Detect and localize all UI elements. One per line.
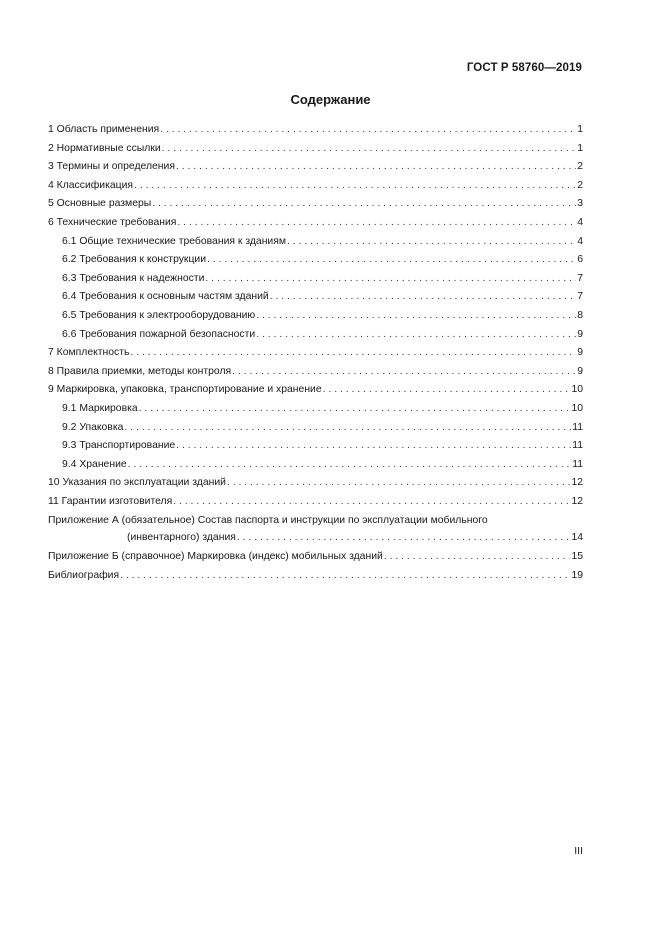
toc-entry-page: 10 — [571, 384, 583, 396]
table-of-contents — [48, 121, 583, 586]
dot-leader — [227, 474, 570, 493]
toc-entry-page: 11 — [572, 421, 583, 433]
dot-leader — [287, 233, 576, 252]
toc-subentry[interactable] — [48, 437, 583, 456]
appendix-a-title-line1: Приложение А (обязательное) Состав паспорта и инструкции по эксплуатации мобильного — [48, 515, 488, 527]
dot-leader — [162, 140, 577, 159]
toc-subentry[interactable] — [48, 326, 583, 345]
dot-leader — [205, 270, 576, 289]
dot-leader — [152, 195, 576, 214]
toc-entry-label: Библиография — [48, 570, 120, 582]
toc-entry-page: 1 — [577, 142, 583, 154]
toc-entry-bibliography[interactable] — [48, 567, 583, 586]
dot-leader — [323, 381, 571, 400]
toc-subentry[interactable] — [48, 251, 583, 270]
toc-entry[interactable] — [48, 121, 583, 140]
toc-entry-label: 6.3 Требования к надежности — [62, 272, 205, 284]
toc-entry-label: 1 Область применения — [48, 124, 160, 135]
dot-leader — [130, 344, 576, 363]
toc-entry[interactable] — [48, 195, 583, 214]
toc-entry-page: 14 — [571, 532, 583, 544]
toc-entry-page: 7 — [577, 272, 583, 284]
toc-subentry[interactable] — [48, 307, 583, 326]
toc-entry-label: 4 Классификация — [48, 179, 134, 191]
toc-entry[interactable] — [48, 158, 583, 177]
dot-leader — [176, 437, 571, 456]
toc-entry-page: 4 — [577, 216, 583, 228]
toc-entry-page: 8 — [577, 309, 583, 321]
dot-leader — [270, 288, 577, 307]
dot-leader — [134, 177, 576, 196]
toc-entry-label: 11 Гарантии изготовителя — [48, 495, 173, 507]
dot-leader — [139, 400, 571, 419]
page-number: III — [574, 845, 583, 857]
dot-leader — [124, 419, 571, 438]
toc-entry-label: 9.1 Маркировка — [62, 402, 138, 414]
toc-entry-page: 15 — [571, 551, 583, 563]
toc-subentry[interactable] — [48, 456, 583, 475]
dot-leader — [160, 121, 576, 140]
toc-subentry[interactable] — [48, 288, 583, 307]
toc-entry[interactable] — [48, 493, 583, 512]
toc-entry-label: 9.2 Упаковка — [62, 421, 124, 433]
toc-entry-page: 11 — [572, 440, 583, 452]
toc-entry-label: Приложение Б (справочное) Маркировка (индекс) мобильных зданий — [48, 551, 383, 563]
toc-entry-label: 10 Указания по эксплуатации зданий — [48, 477, 226, 489]
toc-entry-label: 6 Технические требования — [48, 216, 177, 228]
toc-entry-page: 12 — [571, 495, 583, 507]
toc-entry-page: 6 — [577, 254, 583, 266]
document-code: ГОСТ Р 58760—2019 — [466, 62, 582, 74]
toc-entry-label: 9 Маркировка, упаковка, транспортирование и хранение — [48, 384, 322, 396]
toc-entry-page: 9 — [577, 365, 583, 377]
toc-entry-page: 3 — [577, 198, 583, 210]
toc-subentry[interactable] — [48, 419, 583, 438]
dot-leader — [256, 307, 576, 326]
toc-entry[interactable] — [48, 474, 583, 493]
dot-leader — [120, 567, 570, 586]
toc-entry-page: 11 — [572, 458, 583, 470]
toc-subentry[interactable] — [48, 233, 583, 252]
toc-entry[interactable] — [48, 177, 583, 196]
dot-leader — [176, 158, 576, 177]
toc-entry-label: 6.1 Общие технические требования к зданиям — [62, 235, 287, 247]
toc-entry-label: 7 Комплектность — [48, 347, 130, 359]
toc-entry-page: 2 — [577, 179, 583, 191]
toc-entry-label: 6.4 Требования к основным частям зданий — [62, 291, 269, 303]
toc-entry-label: 5 Основные размеры — [48, 198, 152, 210]
toc-entry-page: 4 — [577, 235, 583, 247]
toc-entry-label: 8 Правила приемки, методы контроля — [48, 365, 232, 377]
dot-leader — [237, 529, 571, 546]
toc-entry-label: 9.3 Транспортирование — [62, 440, 176, 452]
toc-entry-page: 1 — [577, 124, 583, 135]
dot-leader — [207, 251, 576, 270]
toc-entry-label: 3 Термины и определения — [48, 161, 175, 173]
toc-entry[interactable] — [48, 344, 583, 363]
toc-subentry[interactable] — [48, 400, 583, 419]
toc-entry-label: 9.4 Хранение — [62, 458, 127, 470]
toc-entry-label: 6.5 Требования к электрооборудованию — [62, 309, 256, 321]
toc-entry[interactable] — [48, 381, 583, 400]
toc-entry-label: 6.2 Требования к конструкции — [62, 254, 207, 266]
toc-entry-appendix-b[interactable] — [48, 548, 583, 567]
toc-entry-appendix-a[interactable] — [48, 512, 583, 546]
dot-leader — [177, 214, 576, 233]
dot-leader — [173, 493, 570, 512]
toc-entry-page: 19 — [571, 570, 583, 582]
dot-leader — [256, 326, 576, 345]
dot-leader — [128, 456, 572, 475]
appendix-a-title-line2: (инвентарного) здания — [127, 532, 236, 544]
toc-entry-page: 2 — [577, 161, 583, 173]
toc-entry-page: 9 — [577, 347, 583, 359]
toc-entry-page: 12 — [571, 477, 583, 489]
toc-entry-label: 2 Нормативные ссылки — [48, 142, 161, 154]
toc-entry-page: 10 — [571, 402, 583, 414]
toc-entry-page: 9 — [577, 328, 583, 340]
dot-leader — [232, 363, 576, 382]
page-title: Содержание — [290, 92, 371, 107]
toc-entry-page: 7 — [577, 291, 583, 303]
toc-entry-label: 6.6 Требования пожарной безопасности — [62, 328, 256, 340]
dot-leader — [384, 548, 571, 567]
appendix-a-continuation — [48, 529, 583, 546]
toc-entry[interactable] — [48, 140, 583, 159]
toc-subentry[interactable] — [48, 270, 583, 289]
toc-entry[interactable] — [48, 214, 583, 233]
toc-entry[interactable] — [48, 363, 583, 382]
